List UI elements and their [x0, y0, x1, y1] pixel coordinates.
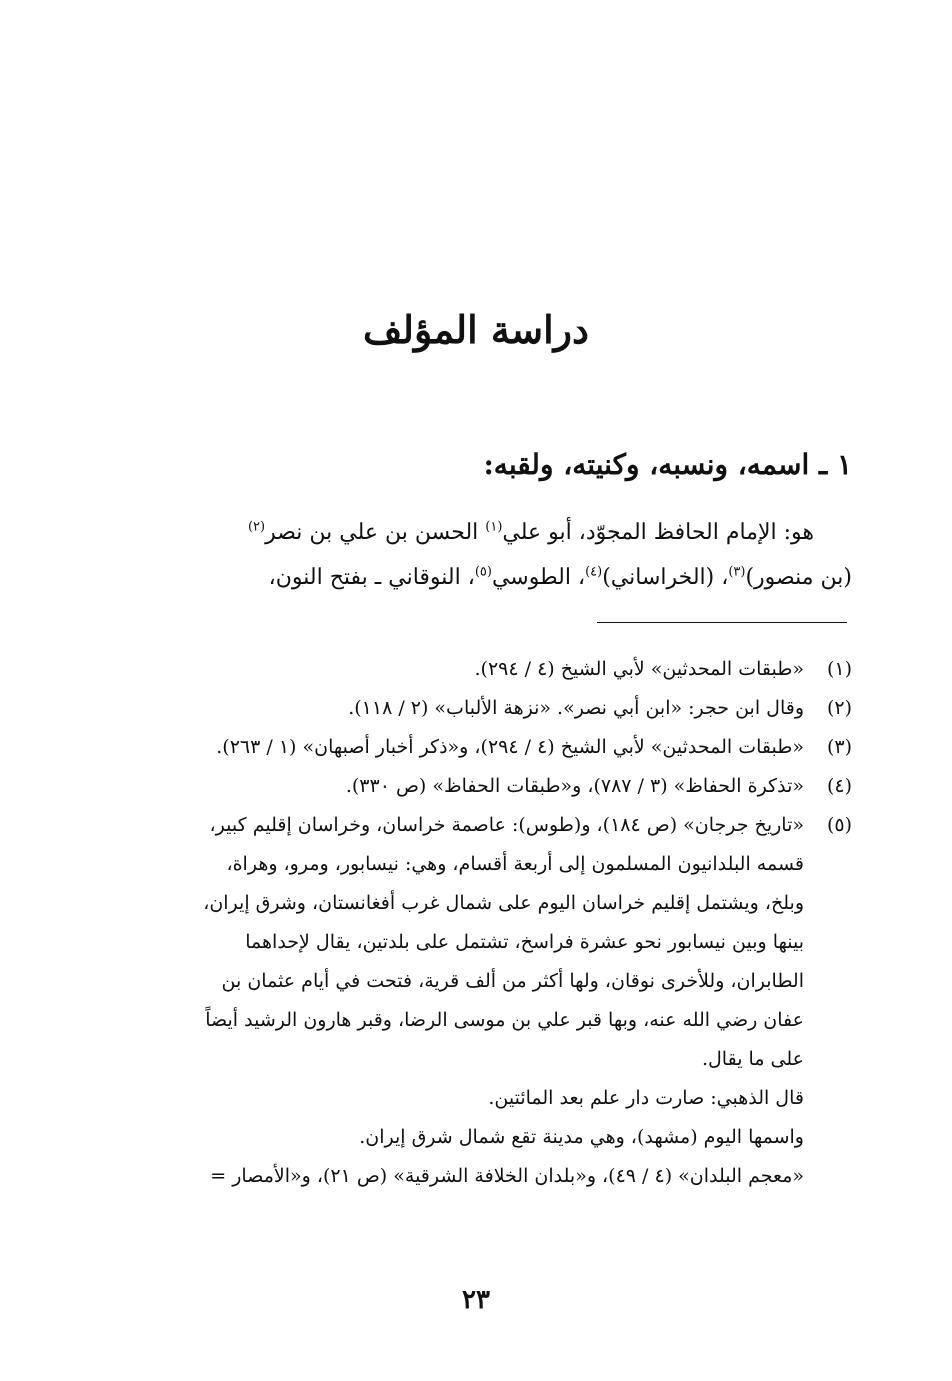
- footnote-line: «تاريخ جرجان» (ص ١٨٤)، و(طوس): عاصمة خراسان، وخراسان إقليم كبير،: [209, 814, 804, 836]
- footnote-number: (٤): [826, 775, 852, 797]
- body-text-segment: ، النوقاني ـ بفتح النون،: [268, 565, 475, 590]
- section-heading: ١ ـ اسمه، ونسبه، وكنيته، ولقبه:: [483, 448, 852, 481]
- body-paragraph: [132, 510, 852, 600]
- body-text-segment: ، الطوسي: [491, 565, 586, 590]
- body-text-segment: هو: الإمام الحافظ المجوّد، أبو علي: [502, 520, 814, 545]
- footnote: [92, 689, 852, 728]
- body-line-1: [132, 510, 852, 555]
- footnote-number: (٣): [826, 736, 852, 758]
- body-line-2: [132, 555, 852, 600]
- footnote-text: [92, 689, 804, 728]
- footnote-ref-2: (٢): [247, 519, 266, 535]
- footnote-line: عفان رضي الله عنه، وبها قبر علي بن موسى الرضا، وقبر هارون الرشيد أيضاً: [205, 1009, 804, 1031]
- footnote-text: [92, 767, 804, 806]
- footnote: [92, 806, 852, 1196]
- footnote: [92, 767, 852, 806]
- footnote-line: «طبقات المحدثين» لأبي الشيخ (٤ / ٢٩٤).: [474, 658, 804, 680]
- body-text-segment: ، (الخراساني): [602, 565, 729, 590]
- page-title: دراسة المؤلف: [363, 307, 589, 352]
- footnote-line: على ما يقال.: [701, 1048, 804, 1070]
- footnote-text: [92, 806, 804, 1196]
- footnote-number: (٥): [826, 814, 852, 836]
- footnote-number: (١): [826, 658, 852, 680]
- footnotes-section: [92, 650, 852, 1196]
- body-text-segment: الحسن بن علي بن نصر: [265, 520, 486, 545]
- body-text-segment: (بن منصور): [745, 565, 852, 590]
- footnote-text: [92, 728, 804, 767]
- footnote: [92, 728, 852, 767]
- footnote-line: قال الذهبي: صارت دار علم بعد المائتين.: [488, 1087, 804, 1109]
- footnote-line: «تذكرة الحفاظ» (٣ / ٧٨٧)، و«طبقات الحفاظ» (ص ٣٣٠).: [345, 775, 804, 797]
- footnote-line: بينها وبين نيسابور نحو عشرة فراسخ، تشتمل على بلدتين، يقال لإحداهما: [245, 931, 804, 953]
- footnote-line: وقال ابن حجر: «ابن أبي نصر». «نزهة الألباب» (٢ / ١١٨).: [348, 697, 804, 719]
- footnote-line: «طبقات المحدثين» لأبي الشيخ (٤ / ٢٩٤)، و«ذكر أخبار أصبهان» (١ / ٢٦٣).: [216, 736, 804, 758]
- footnote-divider: [597, 622, 847, 623]
- footnote-number: (٢): [826, 697, 852, 719]
- footnote-line: واسمها اليوم (مشهد)، وهي مدينة تقع شمال شرق إيران.: [359, 1126, 804, 1148]
- footnote-line: قسمه البلدانيون المسلمون إلى أربعة أقسام، وهي: نيسابور، ومرو، وهراة،: [226, 853, 804, 875]
- footnote: [92, 650, 852, 689]
- footnote-text: [92, 650, 804, 689]
- footnote-ref-5: (٥): [474, 564, 492, 580]
- footnote-line: وبلخ، ويشتمل إقليم خراسان اليوم على شمال غرب أفغانستان، وشرق إيران،: [203, 892, 804, 914]
- footnote-line: الطابران، وللأخرى نوقان، ولها أكثر من ألف قرية، فتحت في أيام عثمان بن: [221, 970, 804, 992]
- footnote-line: «معجم البلدان» (٤ / ٤٩)، و«بلدان الخلافة الشرقية» (ص ٢١)، و«الأمصار =: [210, 1165, 804, 1187]
- page-number: ٢٣: [462, 1285, 490, 1315]
- footnote-ref-3: (٣): [728, 564, 746, 580]
- footnote-ref-4: (٤): [585, 564, 603, 580]
- footnote-ref-1: (١): [485, 519, 503, 535]
